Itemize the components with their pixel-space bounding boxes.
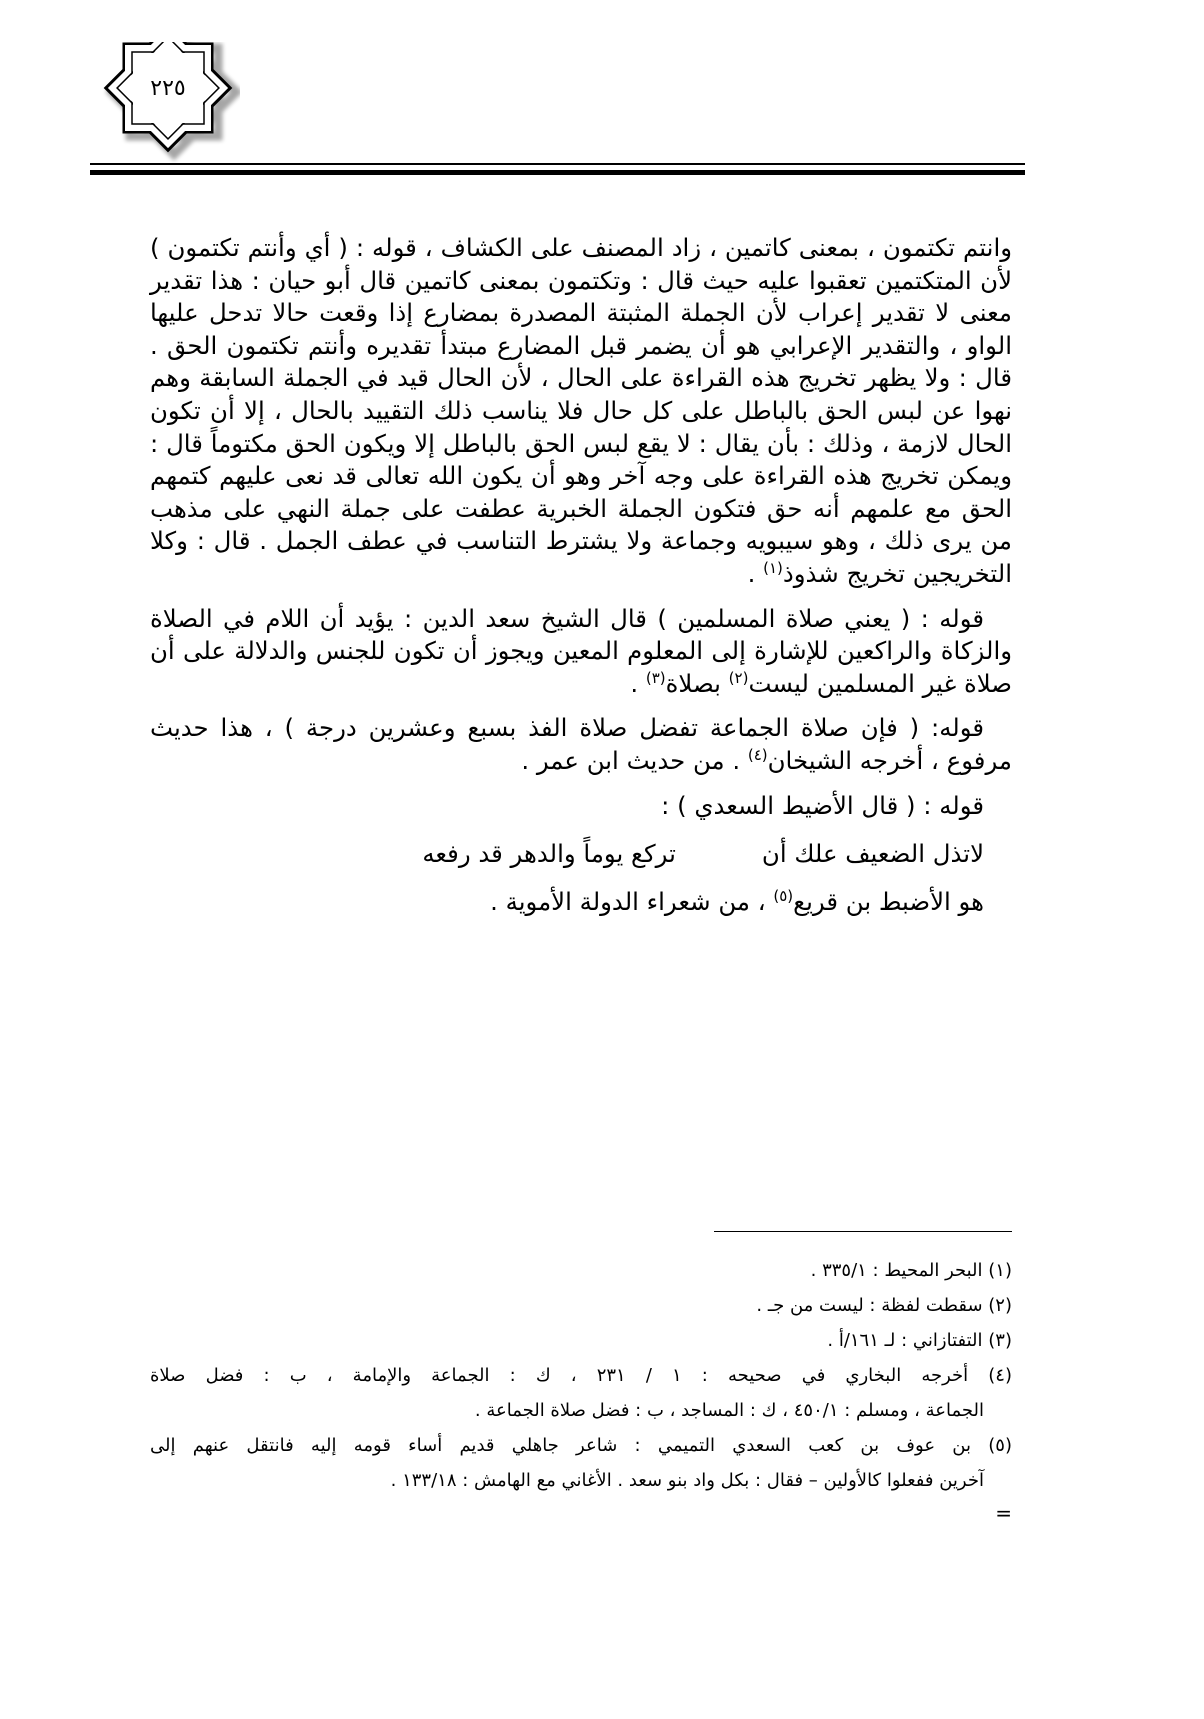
paragraph (150, 232, 1012, 591)
paragraph-text: . (747, 558, 764, 588)
paragraph-text: ، من شعراء الدولة الأموية . (490, 887, 774, 917)
footnote-marker[interactable]: (٢) (728, 668, 749, 687)
footnote-marker[interactable]: (٣) (645, 668, 666, 687)
verse-hemistich-first: لاتذل الضعيف علك أن (761, 839, 984, 869)
verse-line (150, 834, 1012, 874)
footnote-item: (٤) أخرجه البخاري في صحيحه : ١ / ٢٣١ ، ك : الجماعة والإمامة ، ب : فضل صلاة (150, 1365, 1012, 1386)
paragraph (150, 603, 1012, 701)
verse-hemistich-second: تركع يوماً والدهر قد رفعه (422, 839, 676, 869)
paragraph-text: بصلاة (665, 668, 729, 698)
footnote-item: (٣) التفتازاني : لـ ١٦١/أ . (827, 1330, 1012, 1351)
footnote-item: (٢) سقطت لفظة : ليست من جـ . (756, 1295, 1012, 1316)
main-text (150, 232, 1012, 931)
paragraph (150, 712, 1012, 777)
footnotes (150, 1254, 1012, 1529)
page-number: ٢٢٥ (150, 75, 186, 101)
footnote-item-continuation: الجماعة ، ومسلم : ٤٥٠/١ ، ك : المساجد ، ب : فضل صلاة الجماعة . (474, 1400, 984, 1421)
footnote-item: (١) البحر المحيط : ٣٣٥/١ . (810, 1260, 1012, 1281)
header-rule (90, 163, 1025, 165)
paragraph-text: وانتم تكتمون ، بمعنى كاتمين ، زاد المصنف على الكشاف ، قوله : ( أي وأنتم تكتمون ) لأن المتكتمين تعقبوا عليه حيث قال : وتكتمون بمعنى كاتمين قال أبو حيان : هذا تقدير معنى لا تقدير إعراب لأن الجملة المثبتة المصدرة بمضارع إذا وقعت حالا تدحل عليها الواو ، والتقدير الإعرابي هو أن يضمر قبل المضارع مبتدأ تقديره وأنتم تكتمون الحق . قال : ولا يظهر تخريج هذه القراءة على الحال ، لأن الحال قيد في الجملة السابقة وهم نهوا عن لبس الحق بالباطل على كل حال فلا يناسب ذلك التقييد بالحال ، إلا أن تكون الحال لازمة ، وذلك : بأن يقال : لا يقع لبس الحق بالباطل إلا ويكون الحق مكتوماً قال : ويمكن تخريج هذه القراءة على وجه آخر وهو أن يكون الله تعالى قد نعى عليهم كتمهم الحق مع علمهم أنه حق فتكون الجملة الخبرية عطفت على جملة النهي على مذهب من يرى ذلك ، وهو سيبويه وجماعة ولا يشترط التناسب في عطف الجمل . قال : وكلا التخريجين تخريج شذوذ (150, 233, 1012, 588)
paragraph-text: . (630, 668, 646, 698)
page-number-badge (100, 42, 240, 182)
footnote-marker[interactable]: (٥) (773, 887, 794, 906)
footnote-marker[interactable]: (٤) (747, 745, 768, 764)
paragraph: قوله : ( قال الأضيط السعدي ) : (661, 790, 984, 820)
paragraph-text: قوله: ( فإن صلاة الجماعة تفضل صلاة الفذ بسبع وعشرين درجة ) ، هذا حديث مرفوع ، أخرجه الشيخان (150, 713, 1012, 775)
paragraph-text: هو الأضبط بن قريع (793, 887, 984, 917)
footnote-marker[interactable]: (١) (763, 558, 783, 577)
paragraph-text: قوله : ( يعني صلاة المسلمين ) قال الشيخ سعد الدين : يؤيد أن اللام في الصلاة والزكاة والراكعين للإشارة إلى المعلوم المعين ويجوز أن تكون للجنس والدلالة على أن صلاة غير المسلمين ليست (150, 603, 1012, 698)
header-rule-thick (90, 170, 1025, 175)
footnote-rule (714, 1231, 1012, 1232)
paragraph (150, 886, 1012, 919)
footnote-item-continuation: آخرين ففعلوا كالأولين – فقال : بكل واد بنو سعد . الأغاني مع الهامش : ١٣٣/١٨ . (390, 1470, 984, 1491)
footnote-item: (٥) بن عوف بن كعب السعدي التميمي : شاعر جاهلي قديم أساء قومه إليه فانتقل عنهم إلى (150, 1435, 1012, 1456)
paragraph-text: . من حديث ابن عمر . (521, 745, 748, 775)
footnote-continuation-mark: = (995, 1501, 1012, 1525)
